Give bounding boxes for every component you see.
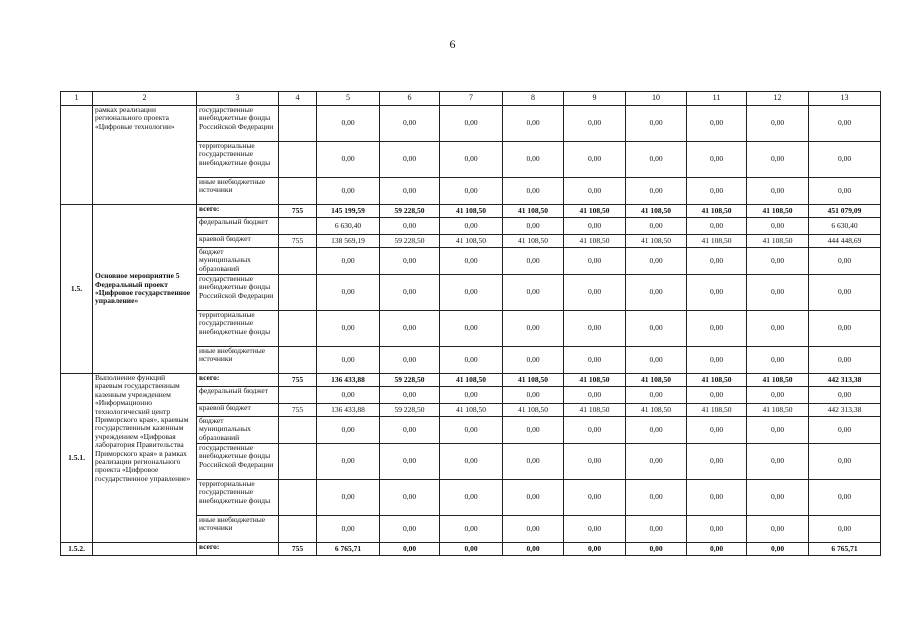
value-cell: 0,00 [503, 347, 564, 374]
value-cell: 0,00 [440, 480, 503, 516]
budget-code [279, 218, 317, 235]
value-cell: 0,00 [747, 178, 809, 205]
value-cell: 0,00 [503, 142, 564, 178]
value-cell: 0,00 [440, 347, 503, 374]
value-cell: 59 228,50 [380, 374, 440, 387]
item-description [93, 543, 197, 556]
table-row [61, 205, 881, 218]
value-cell: 41 108,50 [626, 404, 687, 417]
funding-source: государственные внебюджетные фонды Российской Федерации [197, 444, 279, 480]
value-cell: 145 199,59 [317, 205, 380, 218]
budget-code [279, 142, 317, 178]
funding-source: иные внебюджетные источники [197, 347, 279, 374]
value-cell: 41 108,50 [747, 205, 809, 218]
value-cell: 0,00 [564, 275, 626, 311]
value-cell: 0,00 [380, 444, 440, 480]
value-cell: 0,00 [809, 106, 881, 142]
value-cell: 0,00 [380, 106, 440, 142]
value-cell: 0,00 [809, 248, 881, 275]
value-cell: 0,00 [687, 311, 747, 347]
table-row [61, 106, 881, 142]
value-cell: 0,00 [747, 106, 809, 142]
value-cell: 0,00 [626, 178, 687, 205]
value-cell: 41 108,50 [687, 205, 747, 218]
value-cell: 0,00 [564, 387, 626, 404]
value-cell: 0,00 [747, 248, 809, 275]
item-description: Основное мероприятие 5 Федеральный проект «Цифровое государственное управление» [93, 205, 197, 374]
value-cell: 0,00 [440, 543, 503, 556]
column-header: 4 [279, 92, 317, 106]
value-cell: 41 108,50 [747, 374, 809, 387]
budget-code [279, 417, 317, 444]
value-cell: 0,00 [747, 480, 809, 516]
budget-code [279, 480, 317, 516]
column-header: 3 [197, 92, 279, 106]
value-cell: 0,00 [564, 218, 626, 235]
value-cell: 136 433,88 [317, 404, 380, 417]
value-cell: 0,00 [564, 417, 626, 444]
funding-source: территориальные государственные внебюджетные фонды [197, 142, 279, 178]
funding-source: территориальные государственные внебюджетные фонды [197, 480, 279, 516]
value-cell: 41 108,50 [687, 374, 747, 387]
budget-code [279, 444, 317, 480]
funding-source: государственные внебюджетные фонды Российской Федерации [197, 106, 279, 142]
value-cell: 0,00 [747, 444, 809, 480]
value-cell: 0,00 [503, 417, 564, 444]
value-cell: 0,00 [809, 480, 881, 516]
value-cell: 0,00 [317, 178, 380, 205]
value-cell: 6 630,40 [317, 218, 380, 235]
value-cell: 0,00 [809, 417, 881, 444]
budget-table [60, 91, 881, 556]
column-header: 7 [440, 92, 503, 106]
funding-source: федеральный бюджет [197, 218, 279, 235]
value-cell: 41 108,50 [564, 374, 626, 387]
funding-source: федеральный бюджет [197, 387, 279, 404]
value-cell: 0,00 [564, 543, 626, 556]
funding-source: краевой бюджет [197, 235, 279, 248]
value-cell: 0,00 [809, 311, 881, 347]
value-cell: 59 228,50 [380, 205, 440, 218]
value-cell: 136 433,88 [317, 374, 380, 387]
value-cell: 0,00 [687, 543, 747, 556]
value-cell: 59 228,50 [380, 404, 440, 417]
column-header: 12 [747, 92, 809, 106]
budget-code [279, 106, 317, 142]
value-cell: 0,00 [440, 311, 503, 347]
funding-source: краевой бюджет [197, 404, 279, 417]
budget-code: 755 [279, 205, 317, 218]
item-number: 1.5. [61, 205, 93, 374]
value-cell: 0,00 [626, 347, 687, 374]
value-cell: 0,00 [317, 275, 380, 311]
value-cell: 0,00 [317, 248, 380, 275]
value-cell: 0,00 [809, 347, 881, 374]
value-cell: 0,00 [809, 142, 881, 178]
item-number [61, 106, 93, 205]
value-cell: 0,00 [317, 417, 380, 444]
value-cell: 0,00 [380, 417, 440, 444]
column-header: 13 [809, 92, 881, 106]
value-cell: 0,00 [564, 178, 626, 205]
value-cell: 41 108,50 [687, 404, 747, 417]
value-cell: 0,00 [317, 444, 380, 480]
item-number: 1.5.2. [61, 543, 93, 556]
value-cell: 41 108,50 [626, 374, 687, 387]
value-cell: 0,00 [440, 444, 503, 480]
value-cell: 0,00 [809, 444, 881, 480]
value-cell: 0,00 [380, 218, 440, 235]
value-cell: 0,00 [503, 516, 564, 543]
value-cell: 0,00 [440, 275, 503, 311]
value-cell: 0,00 [626, 248, 687, 275]
value-cell: 0,00 [503, 311, 564, 347]
value-cell: 0,00 [687, 106, 747, 142]
value-cell: 41 108,50 [747, 235, 809, 248]
budget-code [279, 516, 317, 543]
value-cell: 0,00 [687, 142, 747, 178]
item-number: 1.5.1. [61, 374, 93, 543]
funding-source: всего: [197, 374, 279, 387]
value-cell: 41 108,50 [503, 374, 564, 387]
funding-source: бюджет муниципальных образований [197, 417, 279, 444]
value-cell: 41 108,50 [564, 404, 626, 417]
value-cell: 0,00 [317, 516, 380, 543]
value-cell: 0,00 [626, 275, 687, 311]
value-cell: 41 108,50 [440, 205, 503, 218]
value-cell: 6 765,71 [317, 543, 380, 556]
value-cell: 0,00 [440, 516, 503, 543]
value-cell: 0,00 [687, 275, 747, 311]
value-cell: 0,00 [747, 387, 809, 404]
value-cell: 41 108,50 [747, 404, 809, 417]
value-cell: 0,00 [687, 444, 747, 480]
budget-code [279, 387, 317, 404]
value-cell: 0,00 [626, 311, 687, 347]
value-cell: 0,00 [380, 543, 440, 556]
value-cell: 0,00 [626, 142, 687, 178]
value-cell: 0,00 [440, 142, 503, 178]
value-cell: 0,00 [317, 387, 380, 404]
value-cell: 0,00 [564, 248, 626, 275]
funding-source: иные внебюджетные источники [197, 516, 279, 543]
value-cell: 0,00 [503, 275, 564, 311]
value-cell: 0,00 [503, 480, 564, 516]
value-cell: 59 228,50 [380, 235, 440, 248]
budget-code [279, 275, 317, 311]
budget-code [279, 347, 317, 374]
value-cell: 0,00 [626, 444, 687, 480]
value-cell: 41 108,50 [626, 205, 687, 218]
value-cell: 0,00 [503, 543, 564, 556]
value-cell: 0,00 [380, 311, 440, 347]
table-row [61, 374, 881, 387]
value-cell: 41 108,50 [564, 205, 626, 218]
value-cell: 0,00 [440, 387, 503, 404]
value-cell: 0,00 [687, 387, 747, 404]
value-cell: 0,00 [564, 311, 626, 347]
value-cell: 0,00 [809, 516, 881, 543]
column-header: 2 [93, 92, 197, 106]
value-cell: 41 108,50 [440, 235, 503, 248]
column-header: 1 [61, 92, 93, 106]
value-cell: 41 108,50 [626, 235, 687, 248]
value-cell: 0,00 [380, 178, 440, 205]
value-cell: 0,00 [564, 106, 626, 142]
value-cell: 6 630,40 [809, 218, 881, 235]
value-cell: 0,00 [687, 516, 747, 543]
value-cell: 0,00 [380, 248, 440, 275]
value-cell: 0,00 [380, 516, 440, 543]
value-cell: 41 108,50 [440, 404, 503, 417]
value-cell: 0,00 [687, 347, 747, 374]
budget-code [279, 311, 317, 347]
value-cell: 0,00 [747, 311, 809, 347]
value-cell: 0,00 [440, 218, 503, 235]
value-cell: 0,00 [564, 142, 626, 178]
budget-code: 755 [279, 543, 317, 556]
value-cell: 0,00 [317, 106, 380, 142]
funding-source: бюджет муниципальных образований [197, 248, 279, 275]
column-header: 11 [687, 92, 747, 106]
value-cell: 0,00 [626, 417, 687, 444]
value-cell: 0,00 [317, 142, 380, 178]
value-cell: 41 108,50 [503, 205, 564, 218]
value-cell: 41 108,50 [564, 235, 626, 248]
funding-source: всего: [197, 205, 279, 218]
funding-source: территориальные государственные внебюджетные фонды [197, 311, 279, 347]
column-header: 6 [380, 92, 440, 106]
budget-code: 755 [279, 404, 317, 417]
value-cell: 0,00 [503, 248, 564, 275]
value-cell: 0,00 [809, 387, 881, 404]
funding-source: всего: [197, 543, 279, 556]
value-cell: 0,00 [380, 480, 440, 516]
value-cell: 0,00 [747, 417, 809, 444]
value-cell: 0,00 [317, 347, 380, 374]
value-cell: 0,00 [626, 218, 687, 235]
value-cell: 138 569,19 [317, 235, 380, 248]
value-cell: 442 313,38 [809, 374, 881, 387]
table-row [61, 543, 881, 556]
value-cell: 0,00 [809, 275, 881, 311]
funding-source: иные внебюджетные источники [197, 178, 279, 205]
value-cell: 0,00 [626, 106, 687, 142]
value-cell: 41 108,50 [440, 374, 503, 387]
value-cell: 0,00 [380, 275, 440, 311]
value-cell: 0,00 [747, 275, 809, 311]
value-cell: 0,00 [747, 142, 809, 178]
value-cell: 0,00 [747, 516, 809, 543]
value-cell: 41 108,50 [687, 235, 747, 248]
value-cell: 0,00 [747, 543, 809, 556]
value-cell: 0,00 [503, 387, 564, 404]
item-description: рамках реализации регионального проекта «Цифровые технологии» [93, 106, 197, 205]
budget-code: 755 [279, 374, 317, 387]
page-number: 6 [449, 37, 456, 51]
value-cell: 0,00 [380, 347, 440, 374]
value-cell: 0,00 [626, 543, 687, 556]
value-cell: 0,00 [564, 480, 626, 516]
value-cell: 0,00 [317, 311, 380, 347]
value-cell: 451 079,09 [809, 205, 881, 218]
value-cell: 0,00 [503, 218, 564, 235]
value-cell: 0,00 [687, 178, 747, 205]
column-header: 5 [317, 92, 380, 106]
value-cell: 442 313,38 [809, 404, 881, 417]
budget-code [279, 178, 317, 205]
value-cell: 0,00 [687, 417, 747, 444]
value-cell: 0,00 [440, 417, 503, 444]
value-cell: 0,00 [626, 387, 687, 404]
value-cell: 0,00 [747, 218, 809, 235]
value-cell: 41 108,50 [503, 404, 564, 417]
value-cell: 0,00 [809, 178, 881, 205]
value-cell: 6 765,71 [809, 543, 881, 556]
column-header: 10 [626, 92, 687, 106]
value-cell: 0,00 [747, 347, 809, 374]
budget-code: 755 [279, 235, 317, 248]
value-cell: 444 448,69 [809, 235, 881, 248]
value-cell: 0,00 [564, 444, 626, 480]
value-cell: 0,00 [687, 218, 747, 235]
value-cell: 0,00 [626, 516, 687, 543]
value-cell: 0,00 [380, 387, 440, 404]
funding-source: государственные внебюджетные фонды Российской Федерации [197, 275, 279, 311]
item-description: Выполнение функций краевым государственным казенным учреждением «Информационно технологический центр Приморского края», краевым государственным казенным учреждением «Цифровая лаборатория Правительства Приморского края» в рамках реализации регионального проекта «Цифровое государственное управление» [93, 374, 197, 543]
value-cell: 0,00 [440, 106, 503, 142]
column-header: 8 [503, 92, 564, 106]
value-cell: 0,00 [380, 142, 440, 178]
header-row [61, 92, 881, 106]
column-header: 9 [564, 92, 626, 106]
value-cell: 0,00 [440, 248, 503, 275]
value-cell: 0,00 [564, 347, 626, 374]
value-cell: 0,00 [626, 480, 687, 516]
value-cell: 0,00 [503, 178, 564, 205]
value-cell: 0,00 [687, 480, 747, 516]
value-cell: 0,00 [440, 178, 503, 205]
value-cell: 0,00 [564, 516, 626, 543]
value-cell: 0,00 [317, 480, 380, 516]
budget-code [279, 248, 317, 275]
value-cell: 0,00 [687, 248, 747, 275]
value-cell: 0,00 [503, 106, 564, 142]
value-cell: 41 108,50 [503, 235, 564, 248]
value-cell: 0,00 [503, 444, 564, 480]
